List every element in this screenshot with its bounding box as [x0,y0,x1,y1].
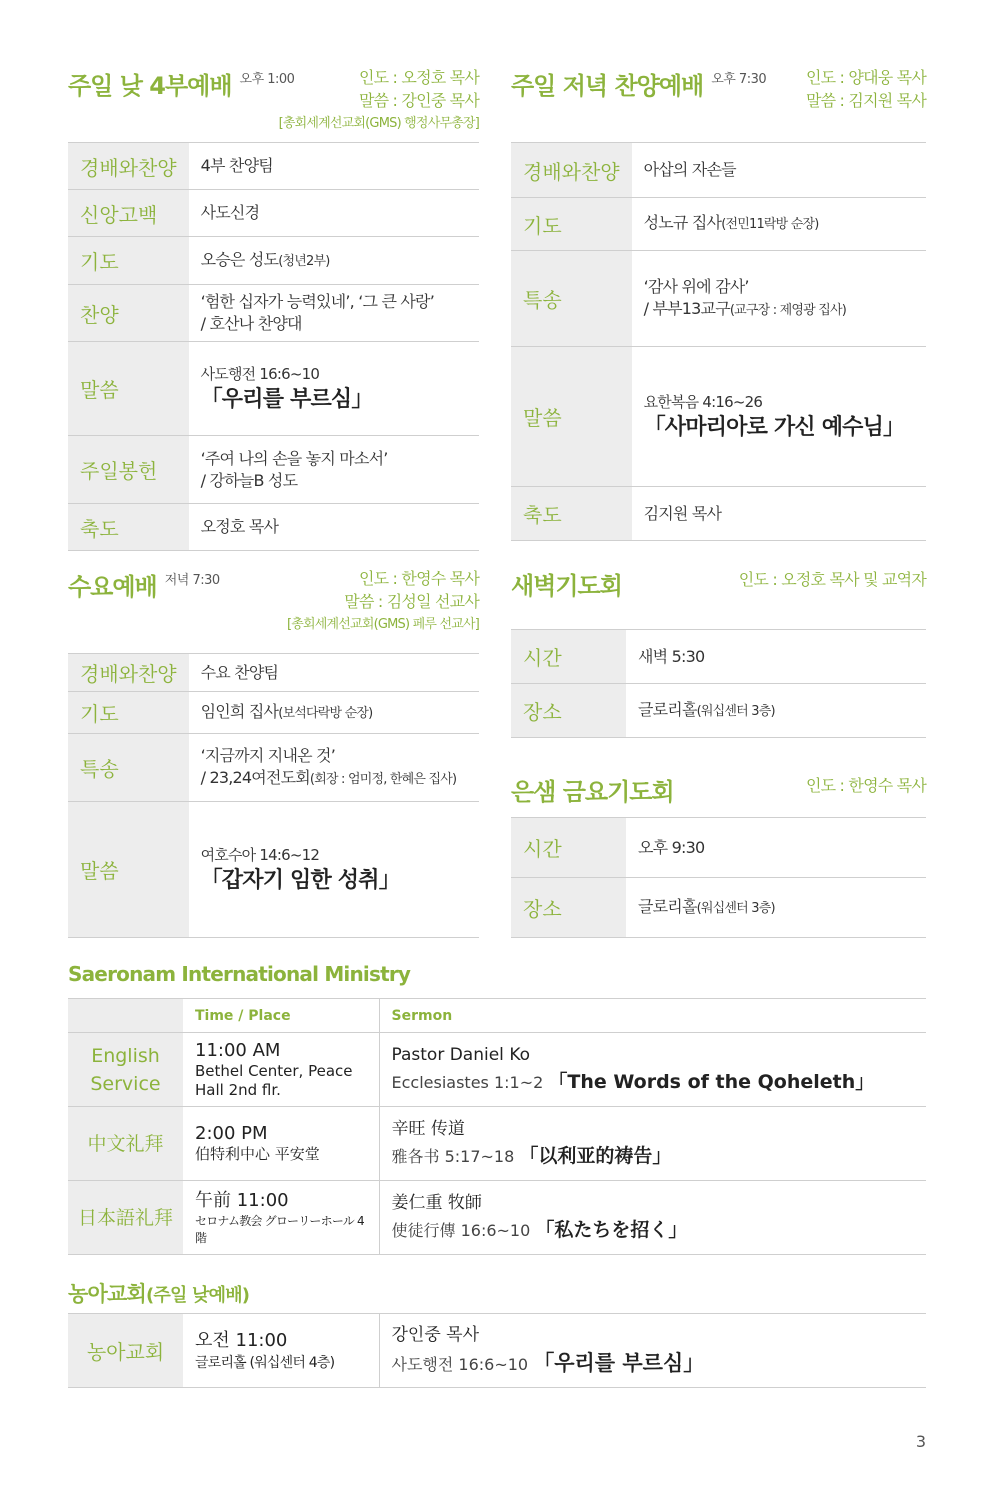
preacher-note: [총회세계선교회(GMS) 행정사무총장] [278,116,479,131]
row-value [189,802,479,938]
wednesday-header [68,567,479,653]
row-label: 특송 [511,251,632,347]
row-value: 4부 찬양팀 [189,143,479,190]
preacher: 강인중 목사 [391,1324,480,1345]
section-title: 주일 낮 4부예배 $^{오후 1:00}$ [68,72,295,100]
row-label: English Service [68,1033,183,1107]
deaf-church-table [68,1313,926,1388]
table-row [68,1314,926,1388]
row-label: 기도 [511,198,632,251]
row-value: ‘험한 십자가 능력있네’, ‘그 큰 사랑’ / 호산나 찬양대 [189,285,479,342]
service-place: セロナム教会 グローリーホール 4階 [195,1213,364,1245]
row-label: 말씀 [68,342,189,436]
row-value: 글로리홀(워십센터 3층) [626,878,926,938]
sermon-title: 「The Words of the Qoheleth」 [548,1070,875,1093]
service-leaders [279,66,479,135]
row-label: 농아교회 [68,1314,183,1388]
service-leaders [287,567,479,636]
row-value: ‘주여 나의 손을 놓지 마소서’ / 강하늘B 성도 [189,436,479,504]
row-value: 새벽 5:30 [626,630,926,684]
sunday-4th-section [68,66,479,551]
section-title: 주일 저녁 찬양예배 $^{오후 7:30}$ [511,72,767,100]
table-row [68,504,479,551]
row-value [189,342,479,436]
table-row [68,285,479,342]
row-label: 시간 [511,630,626,684]
row-label: 말씀 [68,802,189,938]
table-row [68,342,479,436]
row-value: 오승은 성도(청년2부) [189,237,479,285]
table-row [511,684,926,738]
service-time: 오후 7:30 [711,72,767,87]
sermon-line: 사도행전 16:6~10 「우리를 부르심」 [391,1350,705,1375]
row-value: 오후 9:30 [626,818,926,878]
service-place: Bethel Center, Peace Hall 2nd flr. [195,1061,353,1099]
table-row [511,630,926,684]
section-title: 수요예배 $^{저녁 7:30}$ [68,573,220,601]
row-value: ‘지금까지 지내온 것’ / 23,24여전도회(회장 : 엄미정, 한혜은 집사) [189,734,479,802]
leader: 인도 : 한영수 목사 [805,776,926,795]
service-time: 11:00 AM [195,1039,281,1061]
row-label: 특송 [68,734,189,802]
row-label: 장소 [511,684,626,738]
row-label: 찬양 [68,285,189,342]
preacher: 말씀 : 김지원 목사 [805,91,926,110]
sermon-line: 雅各书 5:17~18 「以利亚的祷告」 [391,1144,672,1167]
deaf-church-title: 농아교회(주일 낮예배) [68,1282,250,1306]
preacher: Pastor Daniel Ko [391,1044,531,1065]
row-time-place [183,1107,379,1181]
page-number: 3 [915,1432,926,1451]
international-title: Saeronam International Ministry [68,962,411,986]
table-row [68,654,479,692]
wednesday-table [68,653,479,938]
table-row [68,1181,926,1255]
row-time-place [183,1033,379,1107]
table-row [68,692,479,734]
sermon-reference: 요한복음 4:16~26 [643,392,763,411]
table-row [68,190,479,237]
row-label: 日本語礼拜 [68,1181,183,1255]
leader: 인도 : 한영수 목사 [358,569,479,588]
row-label: 시간 [511,818,626,878]
leader: 인도 : 양대웅 목사 [805,68,926,87]
section-title: 새벽기도회 [511,572,622,600]
table-row [511,878,926,938]
table-row [68,734,479,802]
row-label: 말씀 [511,347,632,487]
table-row [511,347,926,487]
sermon-reference: 여호수아 14:6~12 [200,845,320,864]
row-value: 오정호 목사 [189,504,479,551]
preacher: 말씀 : 김성일 선교사 [344,592,479,611]
table-row [511,198,926,251]
row-sermon [379,1314,926,1388]
table-row [68,237,479,285]
row-label: 장소 [511,878,626,938]
column-header-sermon: Sermon [379,999,926,1033]
section-title: 은샘 금요기도회 [511,778,674,806]
friday-table [511,817,926,938]
row-label: 주일봉헌 [68,436,189,504]
row-label: 경배와찬양 [68,654,189,692]
sermon-reference: 사도행전 16:6~10 [200,364,320,383]
row-sermon [379,1181,926,1255]
table-row [511,143,926,198]
row-value: 글로리홀(워십센터 3층) [626,684,926,738]
row-label: 기도 [68,237,189,285]
row-label: 경배와찬양 [68,143,189,190]
row-time-place [183,1314,379,1388]
preacher-note: [총회세계선교회(GMS) 페루 선교사] [287,617,479,632]
row-label: 축도 [511,487,632,541]
sunday-4th-header [68,66,479,142]
sermon-title: 「우리를 부르심」 [200,386,373,412]
leader: 인도 : 오정호 목사 [358,68,479,87]
row-value: 김지원 목사 [632,487,926,541]
sunday-evening-section [511,66,926,541]
row-value: 성노규 집사(전민11락방 순장) [632,198,926,251]
sunday-evening-header [511,66,926,142]
row-label: 기도 [68,692,189,734]
table-row [68,436,479,504]
sunday-4th-table [68,142,479,551]
service-time: 2:00 PM [195,1123,268,1144]
table-row [68,802,479,938]
sermon-line: Ecclesiastes 1:1~2 「The Words of the Qoheleth」 [391,1070,875,1093]
preacher: 말씀 : 강인중 목사 [358,91,479,110]
row-sermon [379,1107,926,1181]
preacher: 辛旺 传道 [391,1118,465,1139]
service-place: 글로리홀 (워십센터 4층) [195,1354,335,1371]
dawn-table [511,629,926,738]
row-value: ‘감사 위에 감사’ / 부부13교구(교구장 : 제영광 집사) [632,251,926,347]
column-header-time: Time / Place [183,999,379,1033]
table-row [68,1033,926,1107]
table-row [511,487,926,541]
row-label: 축도 [68,504,189,551]
friday-header [511,772,926,817]
international-table [68,998,926,1255]
table-row [511,818,926,878]
row-sermon [379,1033,926,1107]
leader: 인도 : 오정호 목사 및 교역자 [738,570,926,589]
preacher: 姜仁重 牧師 [391,1192,482,1213]
sermon-title: 「以利亚的祷告」 [519,1144,672,1167]
row-value: 수요 찬양팀 [189,654,479,692]
row-value: 사도신경 [189,190,479,237]
service-time: 저녁 7:30 [164,573,220,588]
dawn-header [511,566,926,629]
service-place: 伯特利中心 平安堂 [195,1145,320,1163]
header-blank [68,999,183,1033]
sunday-evening-table [511,142,926,541]
sermon-line: 使徒行傳 16:6~10 「私たちを招く」 [391,1218,688,1241]
row-value: 임인희 집사(보석다락방 순장) [189,692,479,734]
row-label: 中文礼拜 [68,1107,183,1181]
friday-section [511,772,926,938]
sermon-title: 「사마리아로 가신 예수님」 [643,414,905,440]
row-time-place [183,1181,379,1255]
sermon-title: 「갑자기 임한 성취」 [200,867,400,893]
row-label: 신앙고백 [68,190,189,237]
service-time: 午前 11:00 [195,1189,289,1211]
row-value: 아삽의 자손들 [632,143,926,198]
table-row [68,143,479,190]
dawn-section [511,566,926,738]
row-value [632,347,926,487]
sermon-title: 「우리를 부르심」 [533,1350,705,1375]
table-row [511,251,926,347]
table-row [68,1107,926,1181]
service-time: 오후 1:00 [239,72,295,87]
table-header-row [68,999,926,1033]
row-label: 경배와찬양 [511,143,632,198]
service-leaders [806,66,926,112]
service-time: 오전 11:00 [195,1329,288,1351]
wednesday-section [68,567,479,938]
sermon-title: 「私たちを招く」 [535,1218,688,1241]
